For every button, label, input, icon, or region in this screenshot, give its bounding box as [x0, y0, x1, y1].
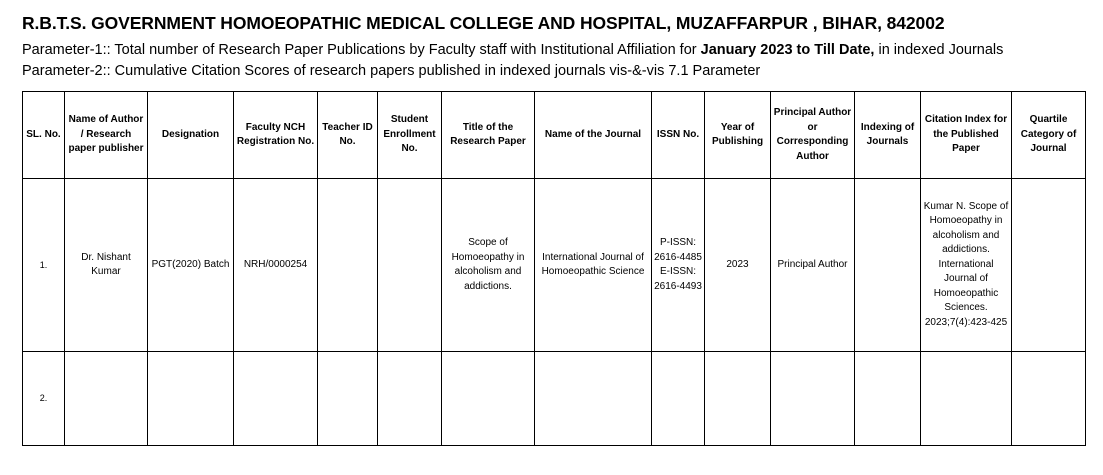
cell-citation-index: Kumar N. Scope of Homoeopathy in alcoholism and addictions. International Journal of Homoeopathic Sciences. 2023;7(4):423-425 [921, 179, 1012, 352]
cell-indexing [855, 179, 921, 352]
header-paper-title: Title of the Research Paper [442, 92, 535, 179]
parameter-1-suffix: in indexed Journals [874, 42, 1004, 58]
header-sl-no: SL. No. [23, 92, 65, 179]
cell-student-enrollment [378, 179, 442, 352]
header-indexing: Indexing of Journals [855, 92, 921, 179]
header-designation: Designation [148, 92, 234, 179]
cell-nch-registration: NRH/0000254 [234, 179, 318, 352]
cell-principal-author [771, 352, 855, 446]
header-year: Year of Publishing [705, 92, 771, 179]
cell-designation: PGT(2020) Batch [148, 179, 234, 352]
cell-author: Dr. Nishant Kumar [65, 179, 148, 352]
cell-sl-no: 2. [23, 352, 65, 446]
cell-year: 2023 [705, 179, 771, 352]
parameter-1-date-range: January 2023 to Till Date, [700, 42, 875, 58]
cell-paper-title [442, 352, 535, 446]
cell-journal-name [535, 352, 652, 446]
page-title: R.B.T.S. GOVERNMENT HOMOEOPATHIC MEDICAL COLLEGE AND HOSPITAL, MUZAFFARPUR , BIHAR, 842002 [22, 13, 945, 33]
header-nch-registration: Faculty NCH Registration No. [234, 92, 318, 179]
header-student-enrollment: Student Enrollment No. [378, 92, 442, 179]
cell-teacher-id [318, 352, 378, 446]
header-principal-author: Principal Author or Corresponding Author [771, 92, 855, 179]
table-row [23, 179, 1086, 352]
cell-sl-no: 1. [23, 179, 65, 352]
header-issn: ISSN No. [652, 92, 705, 179]
cell-paper-title: Scope of Homoeopathy in alcoholism and addictions. [442, 179, 535, 352]
cell-student-enrollment [378, 352, 442, 446]
table-row [23, 352, 1086, 446]
cell-journal-name: International Journal of Homoeopathic Science [535, 179, 652, 352]
cell-quartile [1012, 352, 1086, 446]
cell-author [65, 352, 148, 446]
cell-designation [148, 352, 234, 446]
cell-year [705, 352, 771, 446]
header-author: Name of Author / Research paper publisher [65, 92, 148, 179]
publications-table [22, 91, 1086, 446]
cell-nch-registration [234, 352, 318, 446]
cell-issn: P-ISSN: 2616-4485 E-ISSN: 2616-4493 [652, 179, 705, 352]
parameter-1-line [22, 42, 1003, 58]
header-teacher-id: Teacher ID No. [318, 92, 378, 179]
header-quartile: Quartile Category of Journal [1012, 92, 1086, 179]
header-journal-name: Name of the Journal [535, 92, 652, 179]
cell-indexing [855, 352, 921, 446]
parameter-1-text: Parameter-1:: Total number of Research Paper Publications by Faculty staff with Institutional Affiliation for [22, 42, 701, 58]
cell-principal-author: Principal Author [771, 179, 855, 352]
cell-citation-index [921, 352, 1012, 446]
parameter-2-line: Parameter-2:: Cumulative Citation Scores of research papers published in indexed journals vis-&-vis 7.1 Parameter [22, 63, 761, 79]
header-citation-index: Citation Index for the Published Paper [921, 92, 1012, 179]
cell-teacher-id [318, 179, 378, 352]
cell-issn [652, 352, 705, 446]
cell-quartile [1012, 179, 1086, 352]
table-header-row [23, 92, 1086, 179]
